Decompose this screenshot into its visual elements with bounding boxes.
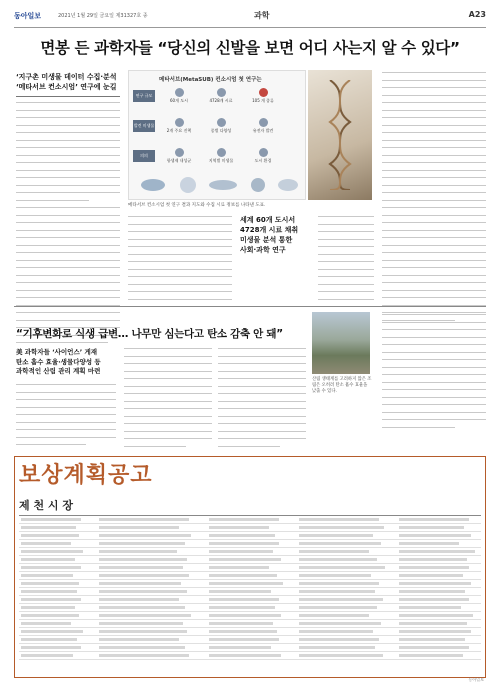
microbe-icon (175, 118, 184, 127)
infographic-item: 도시 환경 (247, 148, 279, 163)
quote-line: 사회·과학 연구 (240, 246, 286, 254)
infographic-item: 종별 다양성 (205, 118, 237, 133)
infographic-caption: 메타서브 컨소시엄 첫 연구 결과 지도와 수집 시료 정보를 나타낸 도표. (128, 203, 266, 208)
article2-col3-text (218, 348, 306, 453)
dna-photo (308, 70, 372, 200)
quote-line: 미생물 분석 통한 (240, 236, 293, 244)
article2-col2-text (124, 348, 212, 453)
infographic-row-3 (133, 145, 303, 167)
dna-icon (259, 88, 268, 97)
ad-title: 보상계획공고 (19, 463, 153, 488)
dna-helix-icon (326, 80, 354, 190)
paper-name: 동아일보 (14, 12, 42, 20)
infographic-item: 2개 주요 진핵 (163, 118, 195, 133)
article1-col4-text (318, 216, 374, 314)
quote-line: 4728개 시료 채취 (240, 226, 299, 234)
ad-header (15, 457, 485, 495)
article1-col1-text (16, 102, 120, 346)
infographic-item: 항생제 내성균 (163, 148, 195, 163)
article1-subhead-2: ‘메타서브 컨소시엄’ 연구에 눈길 (16, 83, 117, 91)
article2-subhead (16, 348, 116, 377)
article2-subhead-line: 美 과학자들 ‘사이언스’ 게재 (16, 348, 98, 356)
infographic-item: 105 개 종류 (247, 88, 279, 103)
infographic-item: 4728개 시료 (205, 88, 237, 103)
infographic-row-label: 발견 미생물 (133, 120, 155, 132)
article2-subhead-line: 탄소 흡수 효율·생물다양성 등 (16, 357, 101, 366)
article1-col5-text (382, 72, 486, 327)
infographic (128, 70, 306, 200)
globe-icon (175, 88, 184, 97)
quote-line: 세계 60개 도시서 (240, 216, 296, 224)
article2-headline: “기후변화로 식생 급변… 나무만 심는다고 탄소 감축 안 돼” (16, 328, 283, 340)
gene-icon (259, 118, 268, 127)
issue-date: 2021년 1월 29일 금요일 제31327호 종 (58, 13, 148, 19)
public-notice-ad (14, 456, 486, 678)
article2-col1-text (16, 384, 116, 452)
section-name: 과학 (254, 11, 270, 20)
article1-col2-text (128, 216, 232, 314)
footer-note: 동아일보 (468, 677, 484, 682)
infographic-title: 메타서브(MetaSUB) 컨소시엄 첫 연구는 (159, 77, 262, 83)
infographic-item: 지역별 미생물 (205, 148, 237, 163)
city-icon (259, 148, 268, 157)
main-headline: 면봉 든 과학자들 “당신의 신발을 보면 어디 사는지 알 수 있다” (40, 39, 460, 57)
article1-subhead-block (16, 72, 120, 350)
map-icon (217, 148, 226, 157)
infographic-item: 60개 도시 (163, 88, 195, 103)
rule (16, 96, 120, 97)
page-number: A23 (468, 10, 486, 19)
article2-subhead-line: 과학적인 산림 관리 계획 마련 (16, 367, 101, 375)
forest-photo-caption: 산림 생태계를 고려하지 않은 조림은 오히려 탄소 흡수 효율을 낮출 수 있다. (312, 377, 372, 394)
infographic-row-label: 의의 (133, 150, 155, 162)
chart-icon (217, 118, 226, 127)
pill-icon (175, 148, 184, 157)
infographic-row-2 (133, 115, 303, 137)
forest-photo (312, 312, 370, 374)
sample-icon (217, 88, 226, 97)
ad-subtitle: 제 천 시 장 (19, 499, 73, 512)
ad-table (19, 515, 481, 669)
article2-col5-text (382, 314, 486, 434)
microbe-illustration (133, 173, 303, 197)
infographic-item: 유전자 발견 (247, 118, 279, 133)
infographic-row-1 (133, 85, 303, 107)
quote-box (240, 215, 312, 255)
masthead (14, 8, 486, 28)
infographic-row-label: 연구 규모 (133, 90, 155, 102)
article1-subhead-1: ‘지구촌 미생물 데이터 수집·분석 (16, 73, 117, 81)
section-divider (14, 306, 486, 307)
